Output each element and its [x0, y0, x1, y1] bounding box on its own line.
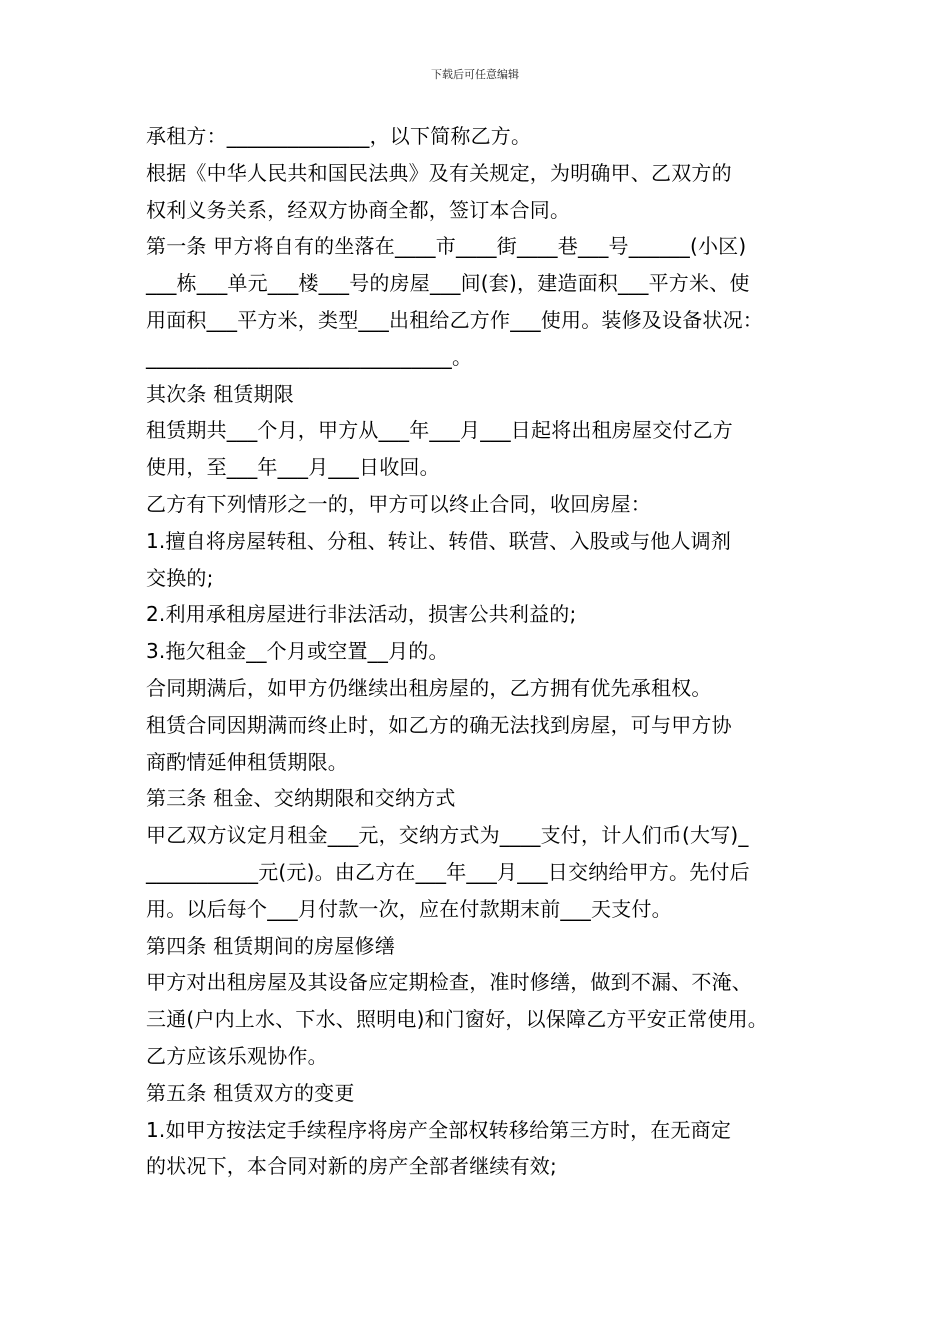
document-body [146, 118, 826, 1185]
text-line: 根据《中华人民共和国民法典》及有关规定，为明确甲、乙双方的 [146, 160, 732, 185]
text-line: 使用，至___年___月___日收回。 [146, 455, 440, 480]
text-line: 权利义务关系，经双方协商全都，签订本合同。 [146, 197, 571, 222]
section-heading: 其次条 租赁期限 [146, 381, 294, 406]
list-item: 1.如甲方按法定手续程序将房产全部权转移给第三方时，在无商定 [146, 1117, 732, 1142]
text-line: 合同期满后，如甲方仍继续出租房屋的，乙方拥有优先承租权。 [146, 675, 712, 700]
text-line: 乙方有下列情形之一的，甲方可以终止合同，收回房屋： [146, 491, 651, 516]
text-line: 乙方应该乐观协作。 [146, 1043, 328, 1068]
list-item: 2.利用承租房屋进行非法活动，损害公共利益的; [146, 602, 577, 627]
text-line: ______________________________。 [146, 344, 473, 369]
text-line: 用。以后每个___月付款一次，应在付款期末前___天支付。 [146, 896, 672, 921]
section-heading: 第四条 租赁期间的房屋修缮 [146, 933, 395, 958]
section-heading: 第三条 租金、交纳期限和交纳方式 [146, 786, 456, 811]
text-line: 交换的; [146, 565, 214, 590]
text-line: 甲乙双方议定月租金___元，交纳方式为____支付，计人们币(大写)_ [146, 823, 749, 848]
text-line: 租赁合同因期满而终止时，如乙方的确无法找到房屋，可与甲方协 [146, 712, 732, 737]
text-line: 甲方对出租房屋及其设备应定期检查，准时修缮，做到不漏、不淹、 [146, 970, 752, 995]
text-line: ___栋___单元___楼___号的房屋___间(套)，建造面积___平方米、使 [146, 271, 750, 296]
text-line: 商酌情延伸租赁期限。 [146, 749, 348, 774]
text-line: ___________元(元)。由乙方在___年___月___日交纳给甲方。先付后 [146, 859, 750, 884]
text-line: 第一条 甲方将自有的坐落在____市____街____巷___号______(小区) [146, 234, 747, 259]
text-line: 三通(户内上水、下水、照明电)和门窗好，以保障乙方平安正常使用。 [146, 1007, 769, 1032]
list-item: 3.拖欠租金__个月或空置__月的。 [146, 639, 449, 664]
text-line: 的状况下，本合同对新的房产全部者继续有效; [146, 1154, 557, 1179]
text-line: 租赁期共___个月，甲方从___年___月___日起将出租房屋交付乙方 [146, 418, 733, 443]
text-line: 承租方：______________，以下简称乙方。 [146, 124, 532, 148]
text-line: 用面积___平方米，类型___出租给乙方作___使用。装修及设备状况： [146, 307, 763, 332]
header-note: 下载后可任意编辑 [431, 68, 519, 81]
list-item: 1.擅自将房屋转租、分租、转让、转借、联营、入股或与他人调剂 [146, 528, 732, 553]
section-heading: 第五条 租赁双方的变更 [146, 1080, 355, 1105]
